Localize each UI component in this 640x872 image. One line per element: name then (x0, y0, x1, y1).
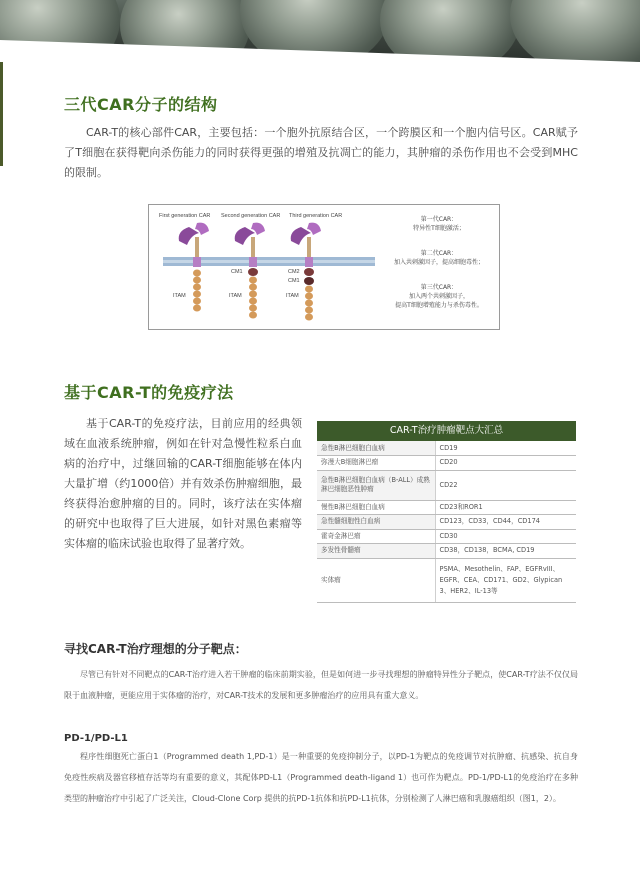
table-row: 急性B淋巴细胞白血病（B-ALL）成熟淋巴细胞恶性肿瘤 CD22 (317, 470, 576, 500)
figure-notes (377, 205, 501, 329)
table-row: 多发性骨髓瘤 CD38，CD138，BCMA, CD19 (317, 544, 576, 559)
note-third-generation: 第三代CAR： 加入两个共刺激因子， 提高T细胞增殖能力与杀伤毒性。 (395, 284, 483, 309)
table-row: 弥漫大B细胞淋巴瘤 CD20 (317, 456, 576, 471)
car-t-therapy-paragraph: 基于CAR-T的免疫疗法，目前应用的经典领域在血液系统肿瘤，例如在针对急慢性粒系白血病的治疗中，过继回输的CAR-T细胞能够在体内大量扩增（约1000倍）并有效杀伤肿瘤细胞，最终获得治愈肿瘤的目的。同时，该疗法在实体瘤的研究中也取得了巨大进展，如针对黑色素瘤等实体瘤的临床试验也取得了显著疗效。 (64, 417, 302, 550)
note-first-generation: 第一代CAR： 特异性T细胞激活； (413, 216, 465, 232)
cm1-label-gen3: CM1 (288, 278, 300, 284)
table-row: 急性髓细胞性白血病 CD123，CD33，CD44，CD174 (317, 515, 576, 530)
car-diagram (149, 205, 377, 329)
car-t-targets-table (317, 421, 576, 603)
left-accent-bar (0, 62, 3, 166)
table-title: CAR-T治疗肿瘤靶点大汇总 (317, 421, 576, 441)
section-title-molecular-targets: 寻找CAR-T治疗理想的分子靶点： (64, 642, 247, 656)
section-title-car-t-therapy: 基于CAR-T的免疫疗法 (64, 383, 234, 402)
third-generation-label: Third generation CAR (289, 213, 343, 219)
second-generation-label: Second generation CAR (221, 213, 281, 219)
pd1-pdl1-paragraph: 程序性细胞死亡蛋白1（Programmed death 1,PD-1）是一种重要的免疫抑制分子，以PD-1为靶点的免疫调节对抗肿瘤、抗感染、抗自身免疫性疾病及器官移植存活等均有重要的意义，其配体PD-L1（Programmed death-ligand 1）也可作为靶点。PD-1/PD-L1的免疫治疗在多种类型的肿瘤治疗中引起了广泛关注，Cloud-Clone Corp 提供的抗PD-1抗体和抗PD-L1抗体，分别检测了人淋巴癌和乳腺癌组织（图1，2）。 (64, 752, 578, 803)
table-row: 霍奇金淋巴瘤 CD30 (317, 529, 576, 544)
note-second-generation: 第二代CAR： 加入共刺激因子，提高细胞毒性； (393, 250, 484, 266)
cm2-label-gen3: CM2 (288, 269, 300, 275)
cm1-label-gen2: CM1 (231, 269, 243, 275)
table-row: 实体瘤 PSMA、Mesothelin、FAP、EGFRvIII、EGFR、CEA、CD171、GD2、Glypican 3、HER2、IL-13等 (317, 558, 576, 602)
itam-label-gen2: ITAM (229, 293, 242, 299)
itam-label-gen3: ITAM (286, 293, 299, 299)
car-generations-figure (148, 204, 500, 330)
section-title-pd1-pdl1: PD-1/PD-L1 (64, 733, 128, 744)
table-row: 慢性B淋巴细胞白血病 CD23和ROR1 (317, 500, 576, 515)
section-title-car-structure: 三代CAR分子的结构 (64, 95, 218, 114)
itam-label-gen1: ITAM (173, 293, 186, 299)
molecular-targets-paragraph: 尽管已有针对不同靶点的CAR-T治疗进入若干肿瘤的临床前期实验，但是如何进一步寻找理想的肿瘤特异性分子靶点，使CAR-T疗法不仅仅局限于血液肿瘤，更能应用于实体瘤的治疗，对CAR-T技术的发展和更多肿瘤治疗的应用具有重大意义。 (64, 670, 578, 700)
first-generation-label: First generation CAR (159, 213, 211, 219)
car-structure-paragraph: CAR-T的核心部件CAR，主要包括：一个胞外抗原结合区，一个跨膜区和一个胞内信号区。CAR赋予了T细胞在获得靶向杀伤能力的同时获得更强的增殖及抗凋亡的能力，其肿瘤的杀伤作用也不会受到MHC的限制。 (64, 126, 578, 179)
table-row: 急性B淋巴细胞白血病 CD19 (317, 441, 576, 456)
header-banner-image (0, 0, 640, 62)
